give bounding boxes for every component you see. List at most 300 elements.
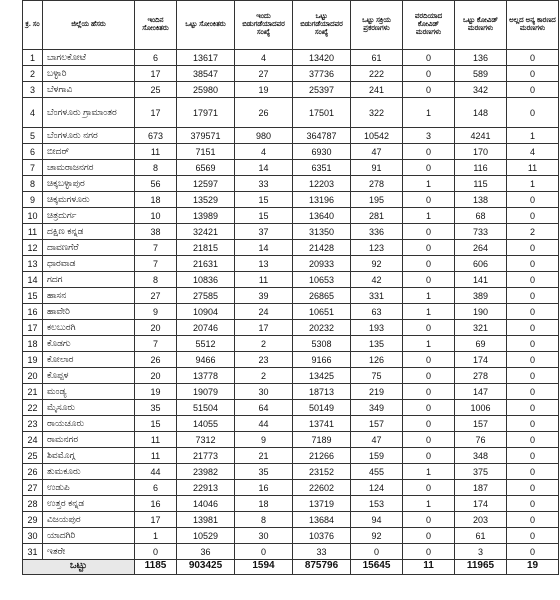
cell-sl: 25 xyxy=(23,448,43,464)
cell-today-deaths: 1 xyxy=(403,304,455,320)
cell-total-deaths: 733 xyxy=(455,224,507,240)
cell-total-deaths: 174 xyxy=(455,352,507,368)
cell-district: ತುಮಕೂರು xyxy=(43,464,135,480)
table-footer xyxy=(23,560,559,575)
cell-total-active: 47 xyxy=(351,432,403,448)
totals-today-discharged: 1594 xyxy=(235,560,293,575)
table-row xyxy=(23,192,559,208)
cell-sl: 5 xyxy=(23,128,43,144)
cell-total-positive: 13529 xyxy=(177,192,235,208)
cell-total-deaths: 321 xyxy=(455,320,507,336)
cell-total-active: 349 xyxy=(351,400,403,416)
cell-sl: 16 xyxy=(23,304,43,320)
cell-today-positive: 673 xyxy=(135,128,177,144)
cell-today-positive: 17 xyxy=(135,512,177,528)
header-sl: ಕ್ರ. ಸಂ xyxy=(23,1,43,50)
totals-total-discharged: 875796 xyxy=(293,560,351,575)
cell-district: ಬಾಗಲಕೋಟೆ xyxy=(43,50,135,66)
cell-sl: 6 xyxy=(23,144,43,160)
cell-today-discharged: 30 xyxy=(235,528,293,544)
cell-total-discharged: 37736 xyxy=(293,66,351,82)
cell-other-deaths: 0 xyxy=(507,192,559,208)
cell-total-positive: 38547 xyxy=(177,66,235,82)
cell-today-discharged: 9 xyxy=(235,432,293,448)
district-covid-table-container xyxy=(22,0,556,575)
cell-total-positive: 21773 xyxy=(177,448,235,464)
cell-other-deaths: 0 xyxy=(507,320,559,336)
cell-total-positive: 17971 xyxy=(177,98,235,128)
cell-total-active: 92 xyxy=(351,256,403,272)
cell-total-discharged: 9166 xyxy=(293,352,351,368)
cell-sl: 26 xyxy=(23,464,43,480)
cell-total-deaths: 61 xyxy=(455,528,507,544)
totals-label: ಒಟ್ಟು xyxy=(23,560,135,575)
cell-total-discharged: 21428 xyxy=(293,240,351,256)
cell-today-positive: 35 xyxy=(135,400,177,416)
cell-district: ಇತರೇ xyxy=(43,544,135,560)
cell-total-deaths: 187 xyxy=(455,480,507,496)
cell-total-positive: 36 xyxy=(177,544,235,560)
table-header xyxy=(23,1,559,50)
cell-today-discharged: 14 xyxy=(235,160,293,176)
cell-today-deaths: 0 xyxy=(403,320,455,336)
cell-today-discharged: 15 xyxy=(235,192,293,208)
cell-today-discharged: 18 xyxy=(235,496,293,512)
header-total-deaths: ಒಟ್ಟು ಕೋವಿಡ್ ಮರಣಗಳು xyxy=(455,1,507,50)
cell-total-positive: 14046 xyxy=(177,496,235,512)
cell-sl: 7 xyxy=(23,160,43,176)
totals-today-deaths: 11 xyxy=(403,560,455,575)
cell-total-positive: 13778 xyxy=(177,368,235,384)
cell-today-deaths: 1 xyxy=(403,496,455,512)
cell-today-positive: 17 xyxy=(135,66,177,82)
cell-total-positive: 27585 xyxy=(177,288,235,304)
cell-other-deaths: 0 xyxy=(507,240,559,256)
cell-other-deaths: 1 xyxy=(507,128,559,144)
cell-today-positive: 27 xyxy=(135,288,177,304)
cell-today-discharged: 11 xyxy=(235,272,293,288)
cell-total-discharged: 20232 xyxy=(293,320,351,336)
cell-today-positive: 11 xyxy=(135,448,177,464)
cell-today-positive: 9 xyxy=(135,304,177,320)
cell-sl: 2 xyxy=(23,66,43,82)
cell-district: ವಿಜಯಪುರ xyxy=(43,512,135,528)
cell-total-discharged: 31350 xyxy=(293,224,351,240)
cell-total-deaths: 148 xyxy=(455,98,507,128)
cell-today-deaths: 0 xyxy=(403,528,455,544)
cell-other-deaths: 0 xyxy=(507,352,559,368)
cell-sl: 14 xyxy=(23,272,43,288)
cell-other-deaths: 0 xyxy=(507,496,559,512)
cell-today-discharged: 15 xyxy=(235,208,293,224)
cell-district: ಕೋಲಾರ xyxy=(43,352,135,368)
cell-sl: 11 xyxy=(23,224,43,240)
table-body xyxy=(23,50,559,560)
table-row xyxy=(23,256,559,272)
table-row xyxy=(23,368,559,384)
cell-other-deaths: 0 xyxy=(507,512,559,528)
cell-today-discharged: 21 xyxy=(235,448,293,464)
totals-today-positive: 1185 xyxy=(135,560,177,575)
table-row xyxy=(23,416,559,432)
cell-today-positive: 15 xyxy=(135,416,177,432)
cell-total-active: 47 xyxy=(351,144,403,160)
table-row xyxy=(23,160,559,176)
cell-today-discharged: 30 xyxy=(235,384,293,400)
cell-today-deaths: 0 xyxy=(403,272,455,288)
cell-district: ದಕ್ಷಿಣ ಕನ್ನಡ xyxy=(43,224,135,240)
totals-other-deaths: 19 xyxy=(507,560,559,575)
cell-total-active: 219 xyxy=(351,384,403,400)
cell-district: ಬಳ್ಳಾರಿ xyxy=(43,66,135,82)
cell-total-positive: 12597 xyxy=(177,176,235,192)
cell-total-discharged: 5308 xyxy=(293,336,351,352)
cell-today-deaths: 0 xyxy=(403,416,455,432)
cell-total-deaths: 3 xyxy=(455,544,507,560)
cell-district: ಬೆಳಗಾವಿ xyxy=(43,82,135,98)
cell-district: ಹಾಸನ xyxy=(43,288,135,304)
cell-total-deaths: 1006 xyxy=(455,400,507,416)
cell-district: ಬೆಂಗಳೂರು ಗ್ರಾಮಾಂತರ xyxy=(43,98,135,128)
cell-today-positive: 1 xyxy=(135,528,177,544)
cell-today-positive: 11 xyxy=(135,432,177,448)
table-row xyxy=(23,144,559,160)
cell-sl: 19 xyxy=(23,352,43,368)
cell-total-active: 336 xyxy=(351,224,403,240)
cell-today-discharged: 0 xyxy=(235,544,293,560)
cell-total-active: 61 xyxy=(351,50,403,66)
cell-today-discharged: 980 xyxy=(235,128,293,144)
cell-total-active: 278 xyxy=(351,176,403,192)
cell-today-deaths: 0 xyxy=(403,432,455,448)
cell-today-positive: 56 xyxy=(135,176,177,192)
table-row xyxy=(23,288,559,304)
cell-today-positive: 20 xyxy=(135,368,177,384)
cell-other-deaths: 0 xyxy=(507,368,559,384)
cell-total-deaths: 342 xyxy=(455,82,507,98)
cell-today-deaths: 1 xyxy=(403,208,455,224)
cell-today-deaths: 0 xyxy=(403,544,455,560)
cell-today-deaths: 1 xyxy=(403,176,455,192)
cell-district: ಗದಗ xyxy=(43,272,135,288)
cell-other-deaths: 0 xyxy=(507,256,559,272)
cell-total-discharged: 26865 xyxy=(293,288,351,304)
cell-today-discharged: 27 xyxy=(235,66,293,82)
cell-today-deaths: 0 xyxy=(403,82,455,98)
cell-today-discharged: 17 xyxy=(235,320,293,336)
cell-sl: 10 xyxy=(23,208,43,224)
cell-total-discharged: 13420 xyxy=(293,50,351,66)
cell-total-discharged: 33 xyxy=(293,544,351,560)
cell-total-active: 10542 xyxy=(351,128,403,144)
cell-today-discharged: 33 xyxy=(235,176,293,192)
cell-other-deaths: 0 xyxy=(507,272,559,288)
cell-total-discharged: 21266 xyxy=(293,448,351,464)
cell-total-deaths: 136 xyxy=(455,50,507,66)
cell-total-active: 91 xyxy=(351,160,403,176)
cell-total-positive: 10904 xyxy=(177,304,235,320)
cell-today-discharged: 37 xyxy=(235,224,293,240)
table-row xyxy=(23,208,559,224)
totals-row xyxy=(23,560,559,575)
table-row xyxy=(23,336,559,352)
cell-total-deaths: 116 xyxy=(455,160,507,176)
cell-today-discharged: 16 xyxy=(235,480,293,496)
table-row xyxy=(23,352,559,368)
cell-today-positive: 44 xyxy=(135,464,177,480)
cell-total-active: 153 xyxy=(351,496,403,512)
cell-today-deaths: 0 xyxy=(403,368,455,384)
cell-total-discharged: 13196 xyxy=(293,192,351,208)
cell-today-positive: 26 xyxy=(135,352,177,368)
cell-total-deaths: 174 xyxy=(455,496,507,512)
cell-today-discharged: 2 xyxy=(235,336,293,352)
cell-sl: 27 xyxy=(23,480,43,496)
cell-total-deaths: 190 xyxy=(455,304,507,320)
cell-total-deaths: 348 xyxy=(455,448,507,464)
totals-total-active: 15645 xyxy=(351,560,403,575)
cell-other-deaths: 0 xyxy=(507,464,559,480)
cell-today-deaths: 1 xyxy=(403,464,455,480)
cell-today-discharged: 35 xyxy=(235,464,293,480)
cell-total-positive: 7312 xyxy=(177,432,235,448)
cell-total-discharged: 13425 xyxy=(293,368,351,384)
cell-total-positive: 13989 xyxy=(177,208,235,224)
cell-today-deaths: 0 xyxy=(403,66,455,82)
cell-today-discharged: 14 xyxy=(235,240,293,256)
cell-total-discharged: 10651 xyxy=(293,304,351,320)
cell-total-positive: 21631 xyxy=(177,256,235,272)
cell-total-discharged: 13719 xyxy=(293,496,351,512)
cell-today-deaths: 0 xyxy=(403,352,455,368)
cell-total-positive: 6569 xyxy=(177,160,235,176)
table-row xyxy=(23,464,559,480)
cell-today-deaths: 1 xyxy=(403,288,455,304)
header-district: ಜಿಲ್ಲೆಯ ಹೆಸರು xyxy=(43,1,135,50)
cell-total-active: 124 xyxy=(351,480,403,496)
cell-sl: 24 xyxy=(23,432,43,448)
totals-total-deaths: 11965 xyxy=(455,560,507,575)
header-row xyxy=(23,1,559,50)
cell-today-positive: 6 xyxy=(135,480,177,496)
cell-total-active: 157 xyxy=(351,416,403,432)
cell-total-discharged: 50149 xyxy=(293,400,351,416)
table-row xyxy=(23,50,559,66)
cell-total-active: 455 xyxy=(351,464,403,480)
cell-sl: 31 xyxy=(23,544,43,560)
cell-today-deaths: 0 xyxy=(403,256,455,272)
table-row xyxy=(23,128,559,144)
cell-other-deaths: 0 xyxy=(507,50,559,66)
table-row xyxy=(23,448,559,464)
cell-total-active: 195 xyxy=(351,192,403,208)
cell-total-discharged: 20933 xyxy=(293,256,351,272)
cell-total-discharged: 10376 xyxy=(293,528,351,544)
cell-sl: 9 xyxy=(23,192,43,208)
cell-today-discharged: 8 xyxy=(235,512,293,528)
cell-today-positive: 25 xyxy=(135,82,177,98)
cell-today-deaths: 0 xyxy=(403,448,455,464)
cell-total-positive: 19079 xyxy=(177,384,235,400)
header-today-deaths: ವರದಿಯಾದ ಕೋವಿಡ್ ಮರಣಗಳು xyxy=(403,1,455,50)
district-covid-table xyxy=(22,0,559,575)
cell-sl: 23 xyxy=(23,416,43,432)
cell-other-deaths: 0 xyxy=(507,448,559,464)
cell-sl: 20 xyxy=(23,368,43,384)
table-row xyxy=(23,512,559,528)
cell-total-positive: 13617 xyxy=(177,50,235,66)
cell-today-discharged: 13 xyxy=(235,256,293,272)
cell-total-discharged: 13741 xyxy=(293,416,351,432)
cell-total-positive: 379571 xyxy=(177,128,235,144)
table-row xyxy=(23,224,559,240)
cell-total-deaths: 606 xyxy=(455,256,507,272)
cell-total-positive: 51504 xyxy=(177,400,235,416)
cell-other-deaths: 0 xyxy=(507,384,559,400)
cell-sl: 28 xyxy=(23,496,43,512)
table-row xyxy=(23,480,559,496)
cell-today-discharged: 19 xyxy=(235,82,293,98)
cell-district: ಬೆಂಗಳೂರು ನಗರ xyxy=(43,128,135,144)
cell-today-discharged: 39 xyxy=(235,288,293,304)
cell-today-discharged: 24 xyxy=(235,304,293,320)
cell-total-active: 159 xyxy=(351,448,403,464)
table-row xyxy=(23,496,559,512)
cell-other-deaths: 0 xyxy=(507,528,559,544)
cell-district: ಚಿಕ್ಕಮಗಳೂರು xyxy=(43,192,135,208)
cell-total-deaths: 68 xyxy=(455,208,507,224)
cell-total-deaths: 264 xyxy=(455,240,507,256)
header-today-positive: ಇಂದಿನ ಸೋಂಕಿತರು xyxy=(135,1,177,50)
cell-today-positive: 7 xyxy=(135,240,177,256)
cell-total-positive: 25980 xyxy=(177,82,235,98)
cell-district: ಯಾದಗಿರಿ xyxy=(43,528,135,544)
cell-sl: 8 xyxy=(23,176,43,192)
cell-today-positive: 8 xyxy=(135,272,177,288)
cell-total-active: 126 xyxy=(351,352,403,368)
cell-today-deaths: 0 xyxy=(403,192,455,208)
table-row xyxy=(23,528,559,544)
cell-district: ಮೈಸೂರು xyxy=(43,400,135,416)
cell-today-deaths: 0 xyxy=(403,50,455,66)
cell-today-deaths: 0 xyxy=(403,512,455,528)
cell-today-positive: 7 xyxy=(135,336,177,352)
cell-today-positive: 0 xyxy=(135,544,177,560)
cell-total-discharged: 25397 xyxy=(293,82,351,98)
cell-total-active: 331 xyxy=(351,288,403,304)
cell-district: ಕೊಪ್ಪಳ xyxy=(43,368,135,384)
cell-total-active: 193 xyxy=(351,320,403,336)
cell-district: ದಾವಣಗೆರೆ xyxy=(43,240,135,256)
cell-other-deaths: 0 xyxy=(507,98,559,128)
table-row xyxy=(23,320,559,336)
cell-total-deaths: 138 xyxy=(455,192,507,208)
cell-sl: 30 xyxy=(23,528,43,544)
cell-other-deaths: 0 xyxy=(507,304,559,320)
cell-today-deaths: 0 xyxy=(403,384,455,400)
cell-today-discharged: 26 xyxy=(235,98,293,128)
table-row xyxy=(23,82,559,98)
cell-other-deaths: 2 xyxy=(507,224,559,240)
cell-other-deaths: 0 xyxy=(507,544,559,560)
cell-district: ಚಿತ್ರದುರ್ಗ xyxy=(43,208,135,224)
cell-today-positive: 19 xyxy=(135,384,177,400)
table-row xyxy=(23,240,559,256)
cell-other-deaths: 0 xyxy=(507,432,559,448)
cell-other-deaths: 0 xyxy=(507,336,559,352)
cell-today-discharged: 23 xyxy=(235,352,293,368)
cell-total-discharged: 22602 xyxy=(293,480,351,496)
cell-other-deaths: 0 xyxy=(507,208,559,224)
cell-today-positive: 18 xyxy=(135,192,177,208)
header-total-positive: ಒಟ್ಟು ಸೋಂಕಿತರು xyxy=(177,1,235,50)
table-row xyxy=(23,304,559,320)
cell-total-discharged: 23152 xyxy=(293,464,351,480)
cell-total-discharged: 17501 xyxy=(293,98,351,128)
cell-today-positive: 6 xyxy=(135,50,177,66)
cell-today-positive: 11 xyxy=(135,144,177,160)
header-today-discharged: ಇಂದು ಬಿಡುಗಡೆಯಾದವರ ಸಂಖ್ಯೆ xyxy=(235,1,293,50)
cell-total-active: 241 xyxy=(351,82,403,98)
cell-district: ಉಡುಪಿ xyxy=(43,480,135,496)
cell-district: ಚಿಕ್ಕಬಳ್ಳಾಪುರ xyxy=(43,176,135,192)
totals-total-positive: 903425 xyxy=(177,560,235,575)
cell-total-active: 222 xyxy=(351,66,403,82)
cell-district: ಹಾವೇರಿ xyxy=(43,304,135,320)
cell-sl: 1 xyxy=(23,50,43,66)
cell-today-discharged: 64 xyxy=(235,400,293,416)
table-row xyxy=(23,432,559,448)
cell-district: ಧಾರವಾಡ xyxy=(43,256,135,272)
cell-today-positive: 16 xyxy=(135,496,177,512)
cell-district: ಕೊಡಗು xyxy=(43,336,135,352)
cell-today-deaths: 0 xyxy=(403,224,455,240)
cell-total-deaths: 375 xyxy=(455,464,507,480)
cell-today-discharged: 2 xyxy=(235,368,293,384)
header-total-active: ಒಟ್ಟು ಸಕ್ರಿಯ ಪ್ರಕರಣಗಳು xyxy=(351,1,403,50)
cell-total-positive: 22913 xyxy=(177,480,235,496)
cell-total-deaths: 147 xyxy=(455,384,507,400)
cell-district: ಮಂಡ್ಯ xyxy=(43,384,135,400)
cell-today-deaths: 3 xyxy=(403,128,455,144)
cell-today-deaths: 1 xyxy=(403,336,455,352)
cell-total-discharged: 13684 xyxy=(293,512,351,528)
cell-total-deaths: 203 xyxy=(455,512,507,528)
header-total-discharged: ಒಟ್ಟು ಬಿಡುಗಡೆಯಾದವರ ಸಂಖ್ಯೆ xyxy=(293,1,351,50)
cell-sl: 29 xyxy=(23,512,43,528)
cell-today-positive: 17 xyxy=(135,98,177,128)
cell-other-deaths: 0 xyxy=(507,288,559,304)
cell-total-positive: 9466 xyxy=(177,352,235,368)
cell-today-deaths: 0 xyxy=(403,144,455,160)
cell-total-active: 135 xyxy=(351,336,403,352)
cell-sl: 17 xyxy=(23,320,43,336)
cell-district: ಶಿವಮೊಗ್ಗ xyxy=(43,448,135,464)
cell-other-deaths: 0 xyxy=(507,416,559,432)
cell-other-deaths: 0 xyxy=(507,66,559,82)
cell-total-active: 281 xyxy=(351,208,403,224)
cell-total-positive: 32421 xyxy=(177,224,235,240)
table-row xyxy=(23,272,559,288)
cell-today-deaths: 0 xyxy=(403,400,455,416)
cell-total-active: 0 xyxy=(351,544,403,560)
cell-sl: 3 xyxy=(23,82,43,98)
cell-total-discharged: 7189 xyxy=(293,432,351,448)
cell-total-active: 63 xyxy=(351,304,403,320)
cell-total-positive: 10836 xyxy=(177,272,235,288)
cell-sl: 21 xyxy=(23,384,43,400)
cell-other-deaths: 0 xyxy=(507,82,559,98)
